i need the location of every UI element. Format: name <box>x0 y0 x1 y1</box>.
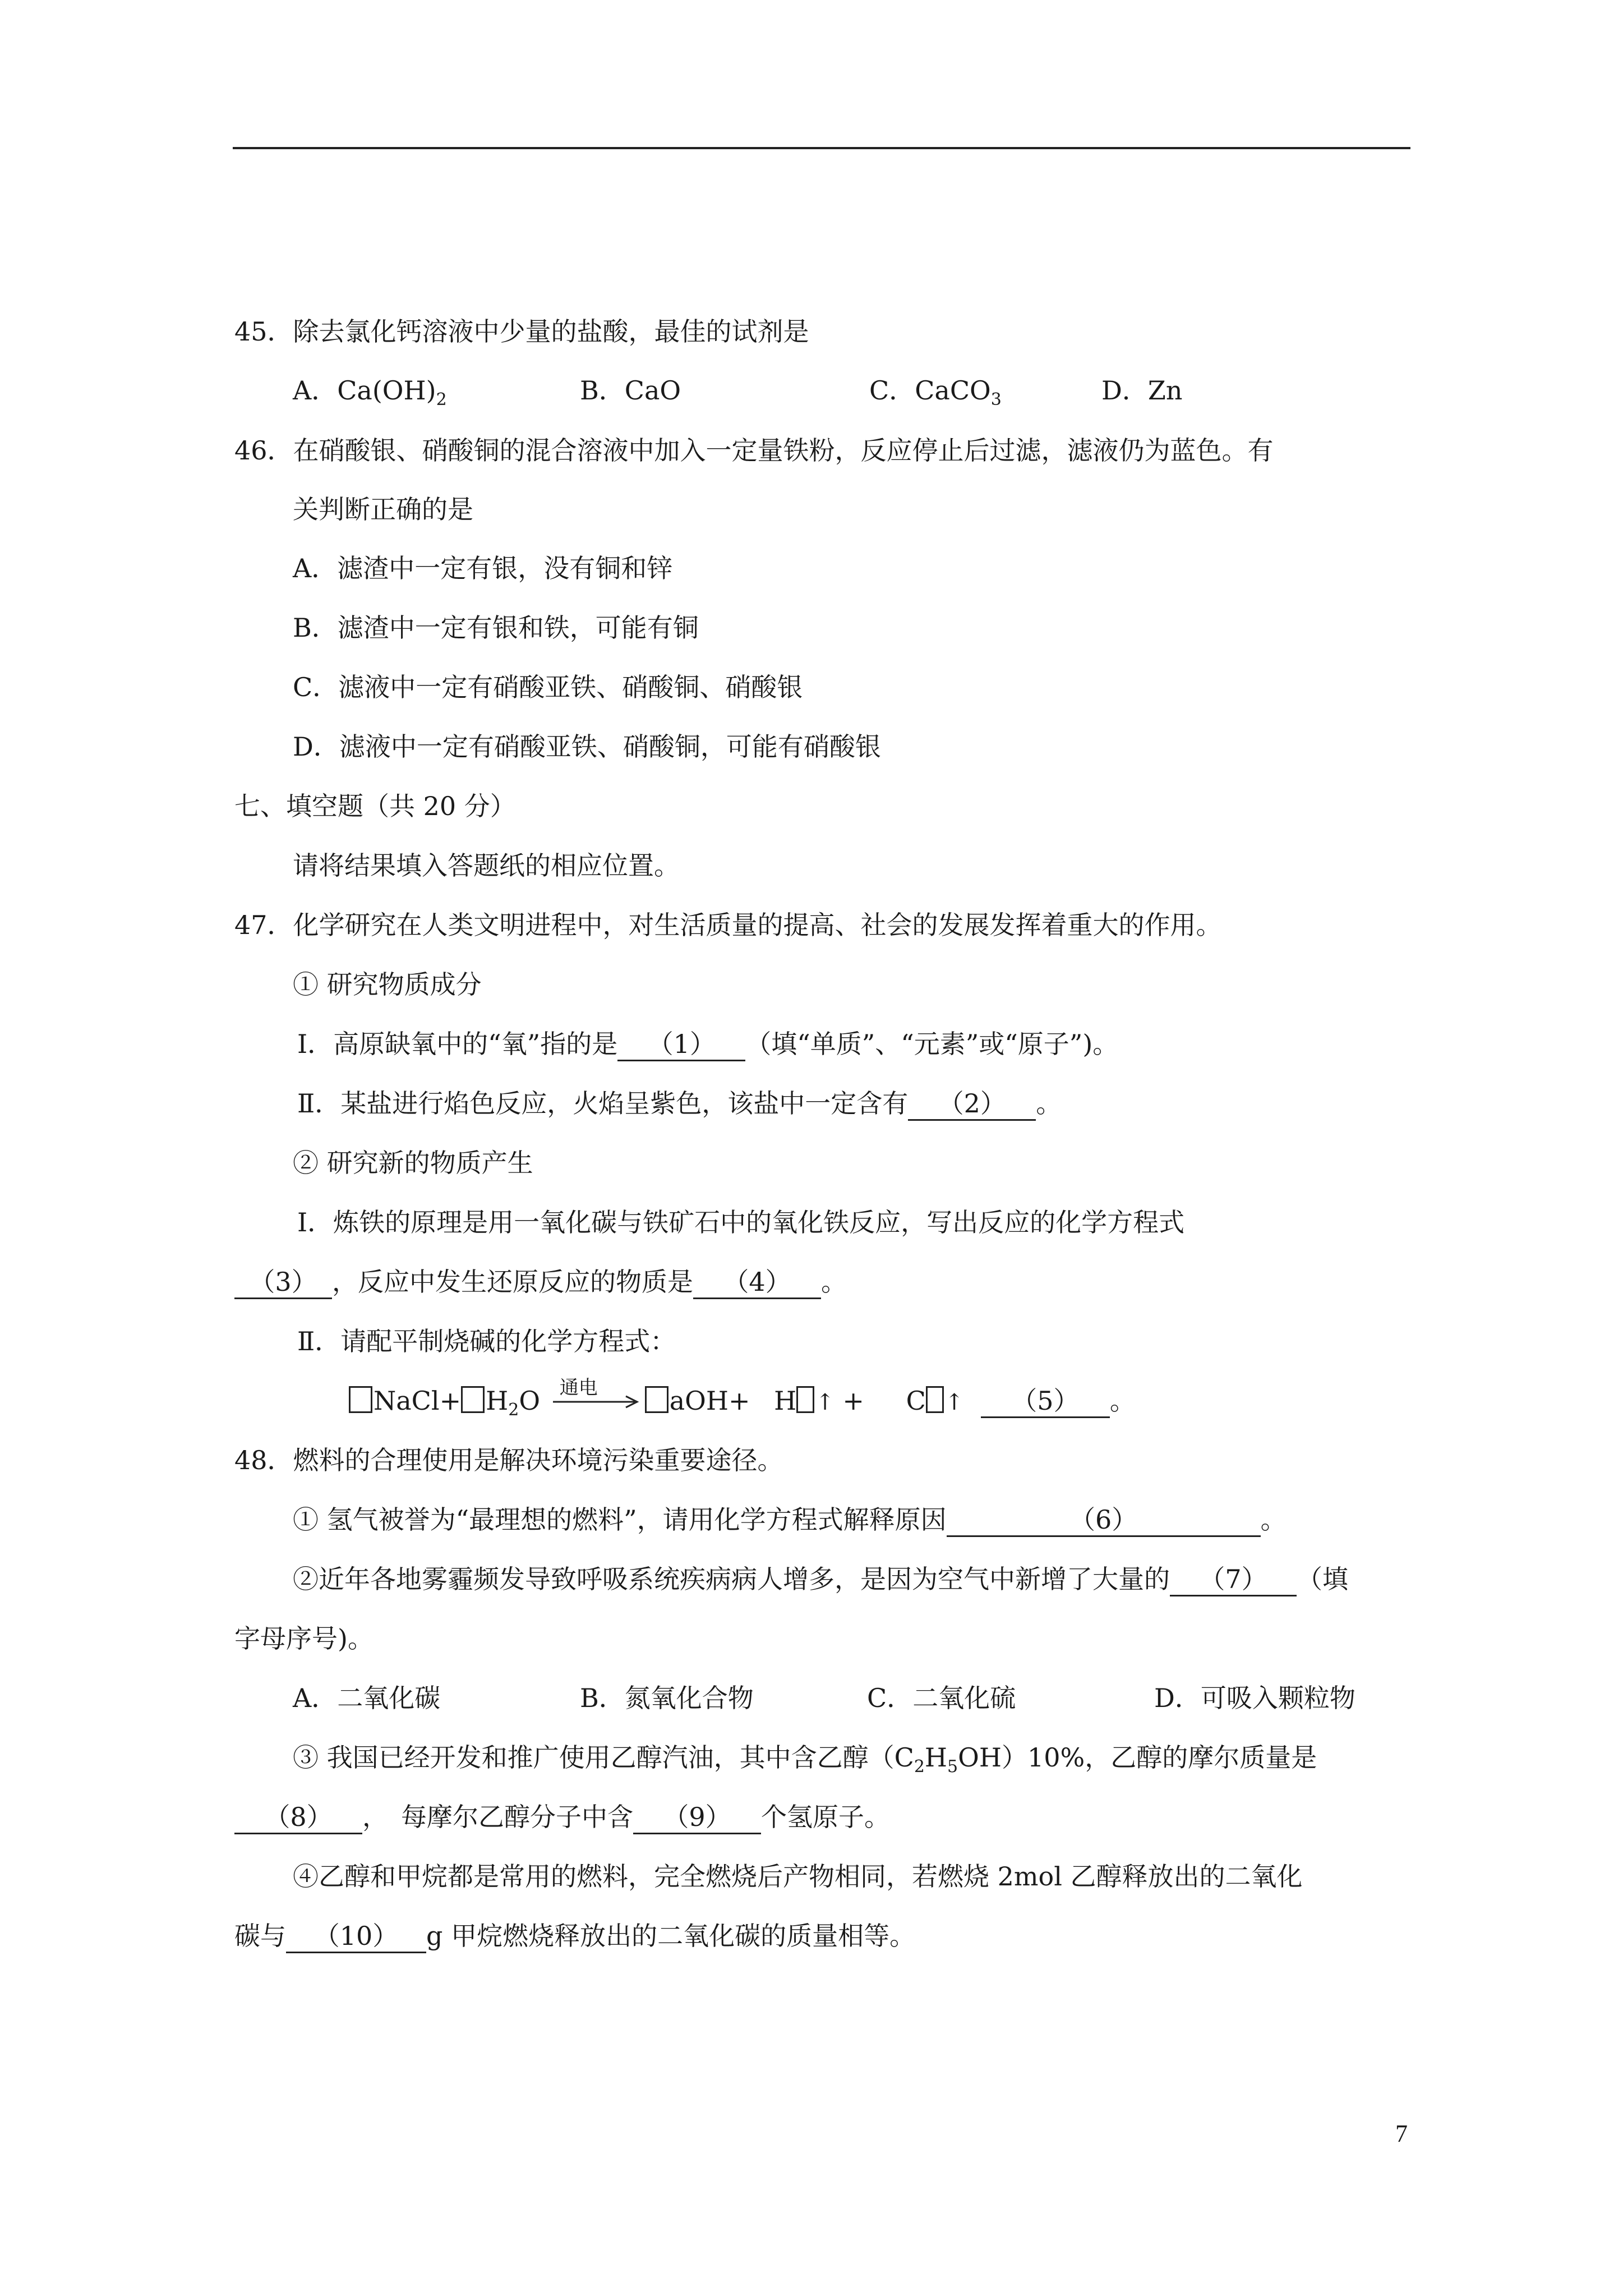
gas-up-arrow-icon: ↑ <box>944 1389 964 1415</box>
answer-blank-5[interactable]: （5） <box>981 1385 1110 1418</box>
q45-option-a: A．$Ca(OH)_2$ <box>293 375 447 409</box>
answer-blank-4[interactable]: （4） <box>693 1266 821 1299</box>
q45-option-d: D．Zn <box>1101 375 1183 406</box>
page-number: 7 <box>1395 2120 1408 2147</box>
section-title: 七、填空题（共 20 分） <box>234 791 516 821</box>
q47-part1-ii: Ⅱ．某盐进行焰色反应，火焰呈紫色，该盐中一定含有 （2） 。 <box>297 1086 1062 1121</box>
q48-part4-line1: ④乙醇和甲烷都是常用的燃料，完全燃烧后产物相同，若燃烧 2mol 乙醇释放出的二氧化 <box>293 1861 1303 1892</box>
section-instruction: 请将结果填入答题纸的相应位置。 <box>293 850 680 881</box>
reaction-arrow-icon: 通电 <box>552 1389 642 1412</box>
coefficient-box <box>926 1386 944 1413</box>
q47-part1-i: Ⅰ．高原缺氧中的“氧”指的是 （1） （填“单质”、“元素”或“原子”)。 <box>297 1027 1118 1061</box>
q46-stem-line1: 46．在硝酸银、硝酸铜的混合溶液中加入一定量铁粉，反应停止后过滤，滤液仍为蓝色。有 <box>234 435 1274 466</box>
answer-blank-9[interactable]: （9） <box>633 1801 761 1834</box>
q47-part2-ii: Ⅱ．请配平制烧碱的化学方程式： <box>297 1326 676 1356</box>
q48-option-a: A．二氧化碳 <box>293 1683 441 1713</box>
answer-blank-7[interactable]: （7） <box>1170 1563 1297 1596</box>
q48-option-c: C．二氧化硫 <box>867 1683 1016 1713</box>
q47-part2-i-line2: （3） ，反应中发生还原反应的物质是 （4） 。 <box>234 1264 847 1299</box>
q48-part1: ① 氢气被誉为“最理想的燃料”，请用化学方程式解释原因 （6） 。 <box>293 1502 1287 1537</box>
q48-option-b: B．氮氧化合物 <box>580 1683 754 1713</box>
header-rule <box>233 147 1410 149</box>
q47-part2-heading: ② 研究新的物质产生 <box>293 1148 533 1178</box>
coefficient-box <box>796 1386 814 1413</box>
q47-part2-i-line1: Ⅰ．炼铁的原理是用一氧化碳与铁矿石中的氧化铁反应，写出反应的化学方程式 <box>297 1207 1185 1237</box>
q45-option-c: C．CaCO$_3$ <box>869 375 1002 409</box>
q45-option-b: B．CaO <box>580 375 681 406</box>
q48-part2-line2: 字母序号)。 <box>234 1623 374 1654</box>
q47-part1-heading: ① 研究物质成分 <box>293 969 482 1000</box>
q47-stem: 47．化学研究在人类文明进程中，对生活质量的提高、社会的发展发挥着重大的作用。 <box>234 910 1222 940</box>
q48-stem: 48．燃料的合理使用是解决环境污染重要途径。 <box>234 1445 783 1475</box>
q47-equation: NaCl+ $H_2O$ 通电 aOH+ H ↑ + C ↑ （5） 。 <box>349 1383 1136 1420</box>
q46-option-c: C．滤液中一定有硝酸亚铁、硝酸铜、硝酸银 <box>293 672 803 702</box>
answer-blank-6[interactable]: （6） <box>947 1504 1261 1537</box>
coefficient-box <box>461 1386 485 1413</box>
coefficient-box <box>645 1386 668 1413</box>
answer-blank-10[interactable]: （10） <box>286 1920 426 1953</box>
q46-option-a: A．滤渣中一定有银，没有铜和锌 <box>293 553 673 583</box>
q45-stem: 45．除去氯化钙溶液中少量的盐酸，最佳的试剂是 <box>234 316 809 347</box>
answer-blank-1[interactable]: （1） <box>617 1028 745 1061</box>
gas-up-arrow-icon: ↑ <box>815 1389 834 1415</box>
q48-part4-line2: 碳与 （10） g 甲烷燃烧释放出的二氧化碳的质量相等。 <box>234 1918 915 1953</box>
answer-blank-3[interactable]: （3） <box>234 1266 332 1299</box>
q46-stem-line2: 关判断正确的是 <box>293 494 473 524</box>
coefficient-box <box>349 1386 372 1413</box>
q48-part3-line2: （8） ， 每摩尔乙醇分子中含 （9） 个氢原子。 <box>234 1800 890 1834</box>
q48-part2: ②近年各地雾霾频发导致呼吸系统疾病病人增多，是因为空气中新增了大量的 （7） （填 <box>293 1562 1348 1596</box>
q48-option-d: D．可吸入颗粒物 <box>1154 1683 1355 1713</box>
answer-blank-8[interactable]: （8） <box>234 1801 362 1834</box>
q46-option-b: B．滤渣中一定有银和铁，可能有铜 <box>293 613 699 643</box>
q46-option-d: D．滤液中一定有硝酸亚铁、硝酸铜，可能有硝酸银 <box>293 731 881 762</box>
answer-blank-2[interactable]: （2） <box>908 1088 1036 1121</box>
q48-part3-line1: ③ 我国已经开发和推广使用乙醇汽油，其中含乙醇$(C_2H_5OH)10\%$，乙醇的摩尔质量是 <box>293 1742 1317 1777</box>
